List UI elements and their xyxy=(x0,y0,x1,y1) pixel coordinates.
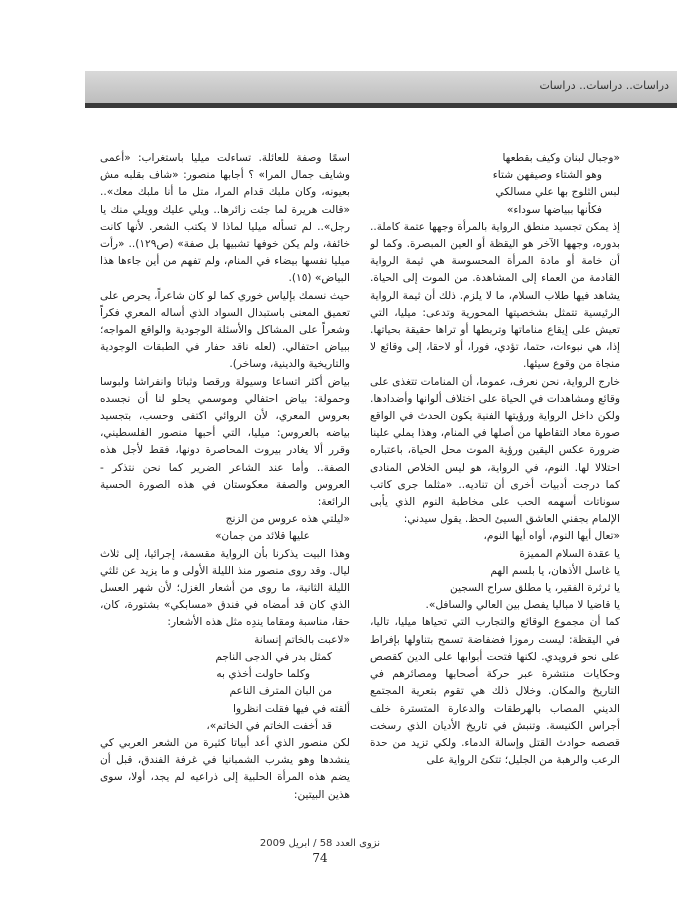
paragraph: حيث نسمك بإلياس خوري كما لو كان شاعراً، يحرص على تعميق المعنى باستبدال السواد الذي أساله المعري فكراً وشعراً على المشاكل والأسئلة الوجودية والواقع المواجه؛ ببياض احتفالي. (لعله ناقد حفار في الطبقات الوجودية والتاريخية والدينية، وساخر). xyxy=(100,289,350,371)
paragraph: بياض أكثر اتساعا وسيولة ورقصا وثباتا وانفراشا ولبوسا وحمولة: بياض احتفالي وموسمي يحلو لنا أن نجسده بعروس المعري، لأن الروائي اكتفى وحسب، بتجسيد بياضه بالعروس: ميليا، التي أحبها منصور الفلسطيني، وقرر ألا يغادر بيروت المحاصرة دونها، فقط لأجل هذه الصفة.. وأما عند الشاعر الضرير كما نحن نتذكر - العروس والصفة معكوستان في هذه الصورة الحسية الرائعة: xyxy=(100,375,350,509)
paragraph: خارج الرواية، نحن نعرف، عموما، أن المنامات تتغذى على وقائع ومشاهدات في الحياة على اختلاف ألوانها وأضدادها. ولكن داخل الرواية ورؤيتها الفنية يكون الحدث في الواقع صورة معاد التقاطها من أصلها في المنام، وهذا يملي علينا ضرورة عكس اليقين ورؤية الموت محل الحياة، باعتباره احتلالا لها. النوم، في الرواية، هو ليس الخلاص المنادى كما درجت أدبيات أخرى أن تناديه.. «مثلما جرى كاتب سوناتات أسهمه الحب على مخاطبة النوم الذي يأبى الإلمام بجفني العاشق السيئ الحظ. يقول سيدني: xyxy=(370,375,620,526)
paragraph: لكن منصور الذي أعد أبياتا كثيرة من الشعر العربي كي ينشدها وهو يشرب الشمبانيا في غرفة الفندق، قبل أن يضم هذه المرأة الحلبية إلى ذراعيه لم يجد، أولا، سوى هذين البيتين: xyxy=(100,736,350,801)
paragraph: اسمًا وصفة للعائلة. تساءلت ميليا باستغراب: «أعمى وشايف جمال المرا» ؟ أجابها منصور: «شاف بقلبه مش بعيونه، وكان ملبك قدام المرا، متل ما أنا ملبك معك».. «قالت هريرة لما جئت زائرها.. ويلي عليك وويلي منك يا رجل».. لم تسأله ميليا لماذا لا يكتب الشعر. لأنها كانت خائفة، ولم يكن خوفها تشبيها بل صفة» (ص١٢٩).. «رأت ميليا نفسها بيضاء في المنام، ولم تفهم من أين جاءها هذا البياض» (١٥). xyxy=(100,152,350,285)
running-head: دراسات.. دراسات.. دراسات xyxy=(539,79,669,92)
verse-line: وكلما حاولت أخذي به xyxy=(216,668,310,681)
left-column xyxy=(370,150,620,840)
verse-line: «تعال أيها النوم، أواه أيها النوم، xyxy=(483,530,620,543)
page-footer xyxy=(250,838,390,865)
paragraph: كما أن مجموع الوقائع والتجارب التي تحياها ميليا، تاليا، في اليقظة: ليست رموزا فضفاضة تسمح بتناولها بإفراط على نحو فرويدي. لكنها فتحت أبوابها على الدين كقصص وحكايات منتشرة عبر حركة أصحابها ومصائرهم في التاريخ والمكان. وخلال ذلك هي تقوم بتعرية المجتمع الديني المصاب بالهرطقات والدعارة المتسترة خلف أجراس الكنيسة. وتنبش في تاريخ الأديان الذي رسخت قصصه حوادث القتل وإسالة الدماء. ولكي تزيد من حدة الرعب والرهبة من الجليل؛ تتكئ الرواية على xyxy=(370,616,620,767)
article-body xyxy=(100,150,620,840)
header-rule xyxy=(85,103,677,108)
verse-line: من البان المترف الناعم xyxy=(229,685,332,698)
verse-line: يا عقدة السلام المميزة xyxy=(519,547,620,560)
verse-line: كمثل بدر في الدجى الناجم xyxy=(215,650,332,663)
page-number: 74 xyxy=(312,851,328,865)
verse-line: «وجبال لبنان وكيف بقطعها xyxy=(502,152,620,164)
journal-issue: نزوى العدد 58 / ابريل 2009 xyxy=(259,838,381,849)
verse-line: يا غاسل الأذهان، يا بلسم الهم xyxy=(490,564,620,577)
verse-line: لبس الثلوج بها علي مسالكي xyxy=(495,186,620,199)
verse-line: يا ثرثرة الفقير، يا مطلق سراح السجين xyxy=(450,582,620,595)
paragraph: وهذا البيت يذكرنا بأن الرواية مقسمة، إجرائيا، إلى ثلاث ليال. وقد روى منصور منذ الليلة الأولى و ما يزيد عن ثلثي الليلة الثانية، ما روى من أشعار الغزل؛ لأن شهر العسل الذي كان قد أمضاه في فندق «مسابكي» بشتورة، كان، حقا، مناسبة ومقاما يندِه مثل هذه الأشعار: xyxy=(100,547,350,629)
paragraph: إذ يمكن تجسيد منطق الرواية بالمرأة وجهها عتمة كاملة.. بدوره، وجهها الآخر هو اليقظة أو العين المبصرة. وكما لو أن خامة أو مادة المرأة المحسوسة هي ثيمة الرواية القادمة من العماء إلى المشاهدة. من الموت إلى الحياة. يشاهد فيها طلاب السلام، ما لا يلزم. ذلك أن ثيمة الرواية الرئيسية تتمثل بشخصيتها المحورية وتدعى: ميليا، التي تعيش على إيقاع مناماتها وتربطها أو تراها حقيقة بحياتها. إذا، هي نبوءات، حتما، تؤدي، فورا، أو لاحقا، إلى وقائع لا منجاة من وقوع سيئها. xyxy=(370,220,620,371)
verse-line: ألقته في فيها فقلت انظروا xyxy=(233,702,350,715)
verse-line: «لاعبت بالخاتم إنسانة xyxy=(254,633,350,646)
verse-line: عليها قلائد من جمان» xyxy=(214,530,310,543)
verse-line: قد أخفت الخاتم في الخاتم»، xyxy=(206,719,332,732)
verse-line: «ليلتي هذه عروس من الزنج xyxy=(225,513,350,526)
verse-line: وهو الشتاء وصيفهن شتاء xyxy=(492,169,602,182)
verse-line: فكأنها ببياضها سوداء» xyxy=(506,203,602,216)
header-band xyxy=(85,71,677,103)
right-column xyxy=(100,150,350,840)
verse-line: يا قاضيا لا مباليا يفصل بين العالي والسافل». xyxy=(425,599,620,612)
